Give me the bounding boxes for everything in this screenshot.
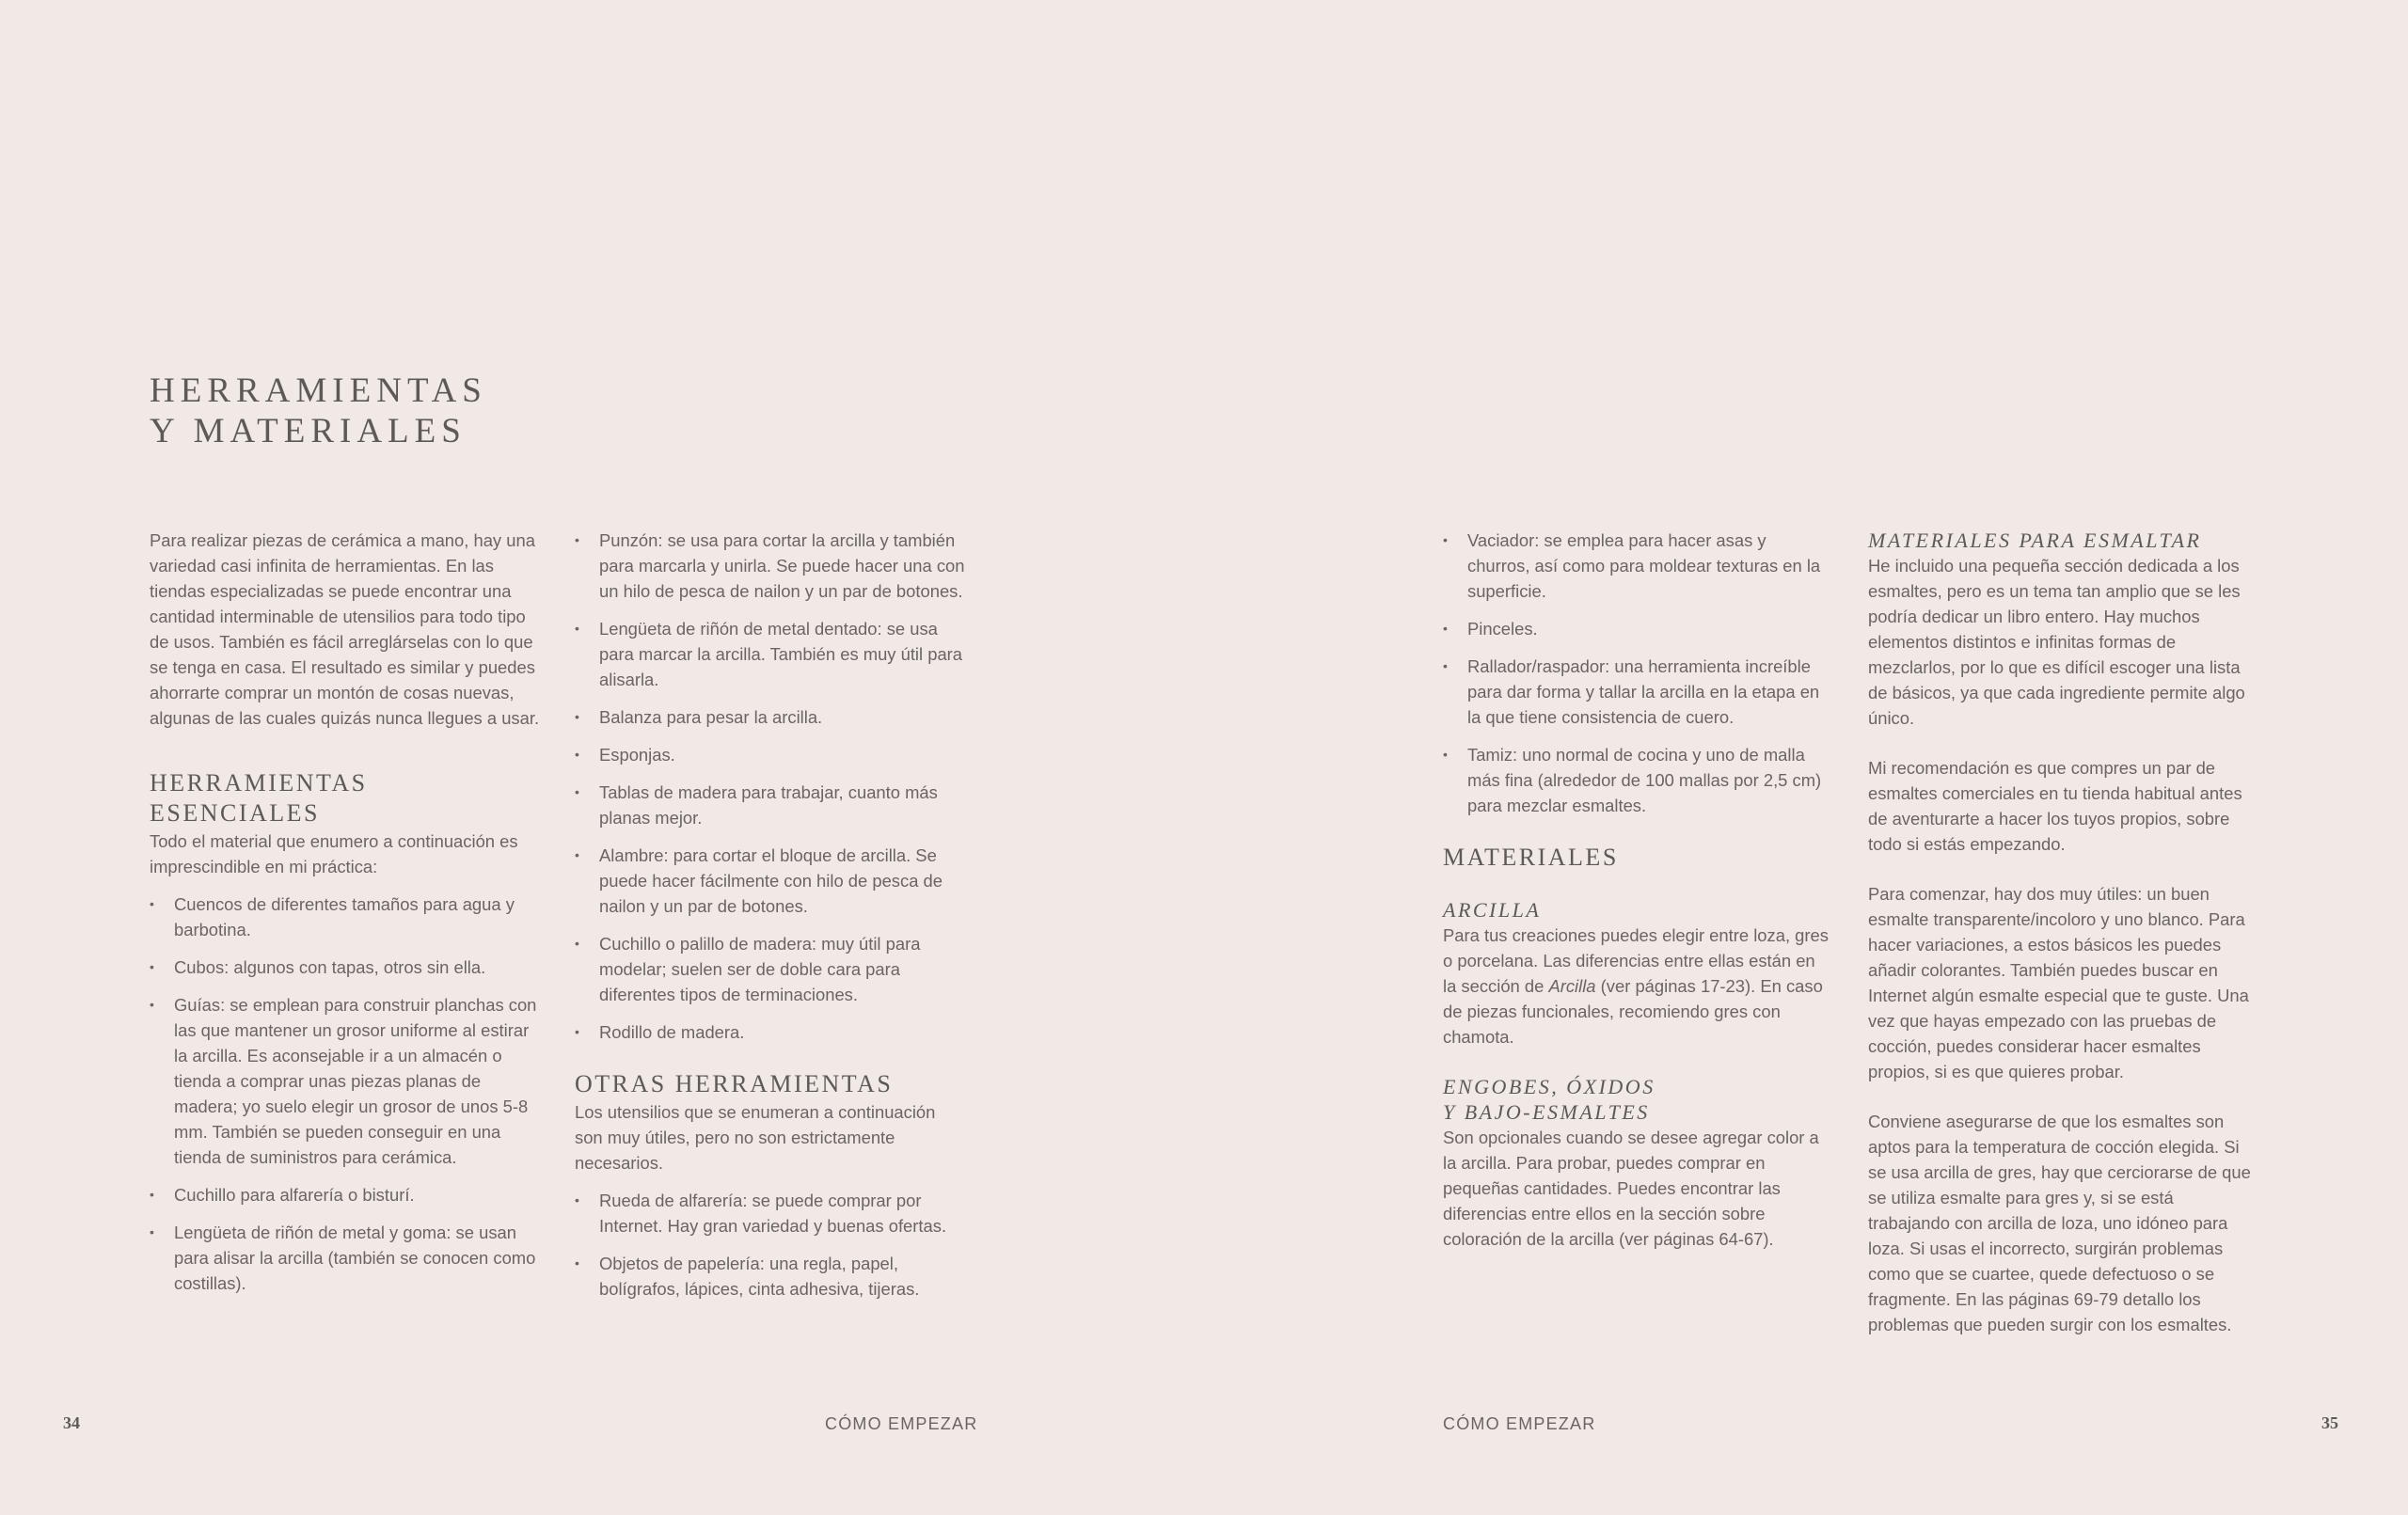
esenciales-heading-line-1: HERRAMIENTAS xyxy=(150,769,368,797)
list-item: • Rodillo de madera. xyxy=(575,1019,965,1045)
page-title-line-1: HERRAMIENTAS xyxy=(150,371,487,410)
page-title xyxy=(150,371,487,451)
list-item: • Alambre: para cortar el bloque de arcilla. Se puede hacer fácilmente con hilo de pesca de nailon y un par de botones. xyxy=(575,843,965,919)
list-item: • Tamiz: uno normal de cocina y uno de malla más fina (alrededor de 100 mallas por 2,5 cm) para mezclar esmaltes. xyxy=(1443,742,1833,818)
list-item: • Pinceles. xyxy=(1443,616,1833,641)
arcilla-text-em: Arcilla xyxy=(1548,976,1596,996)
list-item: • Guías: se emplean para construir planchas con las que mantener un grosor uniforme al estirar la arcilla. Es aconsejable ir a un almacén o tienda a comprar unas piezas planas de madera; yo suelo elegir un grosor de unos 5-8 mm. También se pueden conseguir en una tienda de suministros para cerámica. xyxy=(150,992,540,1170)
list-item: • Lengüeta de riñón de metal y goma: se usan para alisar la arcilla (también se conocen como costillas). xyxy=(150,1220,540,1296)
otras-text: Los utensilios que se enumeran a continuación son muy útiles, pero no son estrictamente necesarios. xyxy=(575,1102,936,1173)
list-item: • Vaciador: se emplea para hacer asas y churros, así como para moldear texturas en la superficie. xyxy=(1443,528,1833,604)
arcilla-text xyxy=(1443,923,1833,1049)
list-item: • Punzón: se usa para cortar la arcilla y también para marcarla y unirla. Se puede hacer una con un hilo de pesca de nailon y un par de botones. xyxy=(575,528,965,604)
esenciales-heading xyxy=(150,768,540,829)
materiales-heading: MATERIALES xyxy=(1443,844,1619,871)
list-item: • Cuencos de diferentes tamaños para agua y barbotina. xyxy=(150,892,540,942)
arcilla-text-b: (ver páginas 17-23). En caso de piezas funcionales, recomiendo gres con chamota. xyxy=(1443,976,1823,1047)
esmaltar-paragraph: Mi recomendación es que compres un par de esmaltes comerciales en tu tienda habitual antes de aventurarte a hacer los tuyos propios, sobre todo si estás empezando. xyxy=(1868,758,2242,854)
list-item: • Rallador/raspador: una herramienta increíble para dar forma y tallar la arcilla en la etapa en la que tiene consistencia de cuero. xyxy=(1443,654,1833,730)
column-3 xyxy=(1443,528,1833,1252)
engobes-text: Son opcionales cuando se desee agregar color a la arcilla. Para probar, puedes comprar en pequeñas cantidades. Puedes encontrar las diferencias entre ellos en la sección sobre coloración de la arcilla (ver páginas 64-67). xyxy=(1443,1128,1819,1249)
column-4 xyxy=(1868,528,2258,1337)
list-item: • Tablas de madera para trabajar, cuanto más planas mejor. xyxy=(575,780,965,830)
page-title-line-2: Y MATERIALES xyxy=(150,412,467,450)
col2-list xyxy=(575,528,965,1045)
list-item: • Cuchillo o palillo de madera: muy útil para modelar; suelen ser de doble cara para diferentes tipos de terminaciones. xyxy=(575,931,965,1007)
esmaltar-paragraph: Para comenzar, hay dos muy útiles: un buen esmalte transparente/incoloro y uno blanco. Para hacer variaciones, a estos básicos les puedes añadir colorantes. También puedes buscar en Internet algún esmalte especial que te guste. Una vez que hayas empezado con las pruebas de cocción, puedes considerar hacer esmaltes propios, si es que quieres probar. xyxy=(1868,884,2249,1081)
page-number-left: 34 xyxy=(63,1413,80,1432)
running-footer-left: CÓMO EMPEZAR xyxy=(825,1414,978,1433)
esenciales-heading-line-2: ESENCIALES xyxy=(150,799,320,827)
esmaltar-paragraph: Conviene asegurarse de que los esmaltes son aptos para la temperatura de cocción elegida. Si se usa arcilla de gres, hay que cerciorarse de que se utiliza esmalte para gres y, si se está trabajando con arcilla de loza, uno idóneo para loza. Si usas el incorrecto, surgirán problemas como que se cuartee, quede defectuoso o se fragmente. En las páginas 69-79 detallo los problemas que pueden surgir con los esmaltes. xyxy=(1868,1112,2251,1334)
arcilla-text-a: Para tus creaciones puedes elegir entre loza, gres o porcelana. Las diferencias entre ellas están en la sección de xyxy=(1443,925,1829,996)
otras-heading: OTRAS HERRAMIENTAS xyxy=(575,1070,894,1097)
list-item: • Cubos: algunos con tapas, otros sin ella. xyxy=(150,955,540,980)
list-item: • Esponjas. xyxy=(575,742,965,767)
list-item: • Cuchillo para alfarería o bisturí. xyxy=(150,1182,540,1207)
intro-paragraph: Para realizar piezas de cerámica a mano, hay una variedad casi infinita de herramientas. En las tiendas especializadas se puede encontrar una cantidad interminable de utensilios para todo tipo de usos. También es fácil arreglárselas con lo que se tenga en casa. El resultado es similar y puedes ahorrarte comprar un montón de cosas nuevas, algunas de las cuales quizás nunca llegues a usar. xyxy=(150,530,540,728)
otras-list xyxy=(575,1188,965,1302)
esmaltar-heading: MATERIALES PARA ESMALTAR xyxy=(1868,529,2202,552)
column-2 xyxy=(575,528,965,1314)
running-footer-right: CÓMO EMPEZAR xyxy=(1443,1414,1596,1433)
list-item: • Lengüeta de riñón de metal dentado: se usa para marcar la arcilla. También es muy útil para alisarla. xyxy=(575,616,965,692)
list-item: • Balanza para pesar la arcilla. xyxy=(575,704,965,730)
engobes-heading-line-1: ENGOBES, ÓXIDOS xyxy=(1443,1075,1656,1098)
arcilla-heading: ARCILLA xyxy=(1443,898,1542,922)
esmaltar-paragraph: He incluido una pequeña sección dedicada a los esmaltes, pero es un tema tan amplio que se les podría dedicar un libro entero. Hay muchos elementos distintos e infinitas formas de mezclarlos, por lo que es difícil escoger una lista de básicos, ya que cada ingrediente permite algo único. xyxy=(1868,556,2245,728)
engobes-heading xyxy=(1443,1074,1833,1125)
column-1 xyxy=(150,528,540,1308)
col3-list xyxy=(1443,528,1833,818)
esenciales-list xyxy=(150,892,540,1296)
esenciales-text: Todo el material que enumero a continuación es imprescindible en mi práctica: xyxy=(150,831,518,876)
page-number-right: 35 xyxy=(2321,1413,2338,1432)
list-item: • Rueda de alfarería: se puede comprar por Internet. Hay gran variedad y buenas ofertas. xyxy=(575,1188,965,1239)
list-item: • Objetos de papelería: una regla, papel, bolígrafos, lápices, cinta adhesiva, tijeras. xyxy=(575,1251,965,1302)
engobes-heading-line-2: Y BAJO-ESMALTES xyxy=(1443,1100,1650,1124)
